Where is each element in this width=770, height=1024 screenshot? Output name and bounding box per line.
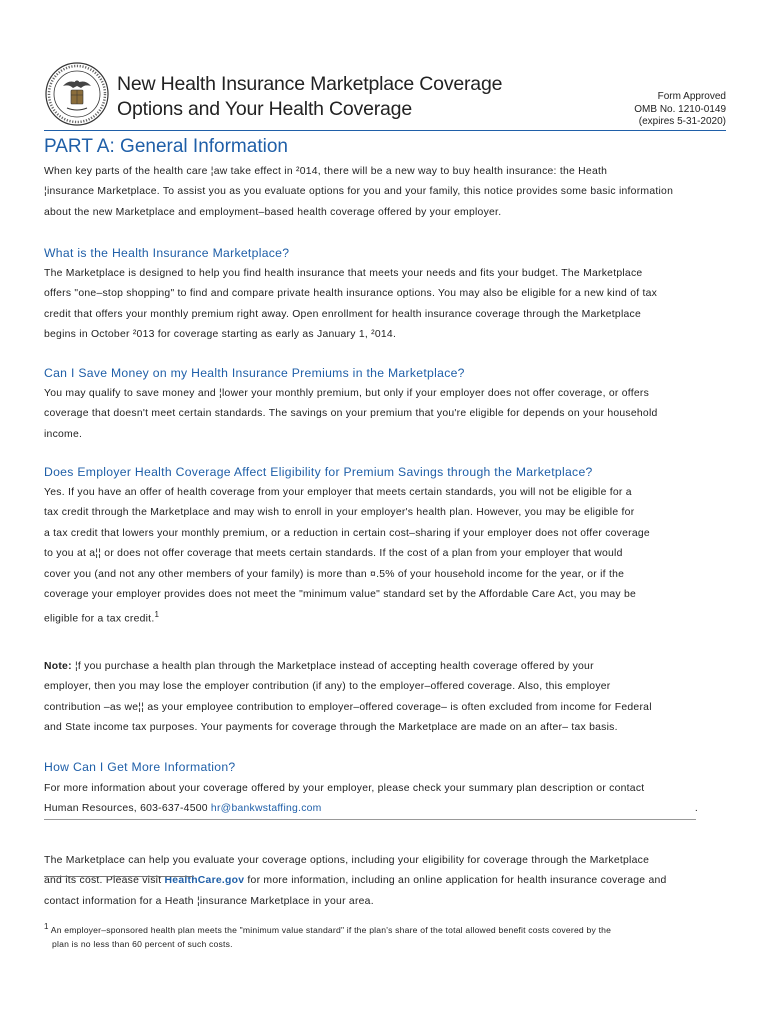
expiration-date: (expires 5-31-2020) — [638, 116, 726, 127]
text-line: coverage your employer provides does not meet the "minimum value" standard set by the Affordable Care Act, you may be — [44, 589, 637, 601]
what-is-paragraph — [44, 264, 734, 346]
text-fragment: ¦f you purchase a health plan through the Marketplace instead of accepting health coverage offered by your — [71, 661, 594, 672]
closing-paragraph — [44, 851, 734, 912]
footnote-reference[interactable]: 1 — [154, 610, 160, 620]
text-line: contact information for a Heath ¦insurance Marketplace in your area. — [44, 895, 374, 907]
footnote-marker: 1 — [44, 922, 49, 931]
text-line — [44, 657, 734, 677]
section-heading-what-is: What is the Health Insurance Marketplace? — [44, 246, 290, 260]
title-line-1: New Health Insurance Marketplace Coverage — [117, 73, 503, 95]
footnote-text: An employer–sponsored health plan meets the "minimum value standard" if the plan's share of the total allowed benefit costs covered by the — [48, 924, 612, 935]
text-fragment: for more information, including an online application for health insurance coverage and — [244, 875, 667, 887]
contact-email-link[interactable]: hr@bankwstaffing.com — [210, 803, 322, 814]
footnote-line-2: plan is no less than 60 percent of such costs. — [52, 938, 233, 949]
text-line: ¦insurance Marketplace. To assist you as you evaluate options for you and your family, this notice provides some basic information — [44, 186, 674, 198]
form-approval-block — [634, 91, 726, 129]
text-line: a tax credit that lowers your monthly premium, or a reduction in certain cost–sharing if your employer does not offer coverage — [44, 527, 650, 539]
header-divider — [44, 130, 726, 131]
text-line: income. — [44, 428, 83, 440]
save-money-paragraph — [44, 384, 734, 445]
text-fragment: and its cost. Please visit — [44, 875, 165, 887]
text-line — [44, 871, 734, 891]
footnote-divider — [44, 876, 194, 877]
text-line: credit that offers your monthly premium right away. Open enrollment for health insurance coverage through the Marketplace — [44, 308, 642, 320]
text-line: begins in October ²013 for coverage starting as early as January 1, ²014. — [44, 329, 397, 341]
text-line: tax credit through the Marketplace and may wish to enroll in your employer's health plan. However, you may be eligible for — [44, 507, 635, 519]
footnote — [44, 917, 734, 954]
dol-seal-icon — [45, 62, 109, 126]
text-line: The Marketplace can help you evaluate your coverage options, including your eligibility for coverage through the Marketplace — [44, 855, 650, 866]
section-heading-more-info: How Can I Get More Information? — [44, 760, 236, 774]
note-label: Note: — [44, 661, 72, 672]
text-line: When key parts of the health care ¦aw take effect in ²014, there will be a new way to buy health insurance: the Heath — [44, 166, 608, 177]
intro-paragraph — [44, 162, 734, 223]
contact-text: Human Resources, 603-637-4500 — [44, 803, 211, 814]
text-line: cover you (and not any other members of your family) is more than ¤.5% of your household income for the year, or if the — [44, 568, 625, 580]
text-line: Yes. If you have an offer of health coverage from your employer that meets certain standards, you will not be eligible for a — [44, 487, 632, 498]
text-line: offers "one–stop shopping" to find and compare private health insurance options. You may also be eligible for a new kind of tax — [44, 288, 658, 300]
text-line: coverage that doesn't meet certain standards. The savings on your premium that you're eligible for depends on your household — [44, 408, 658, 420]
text-line: about the new Marketplace and employment–based health coverage offered by your employer. — [44, 206, 502, 218]
contact-field — [44, 803, 696, 820]
section-heading-save-money: Can I Save Money on my Health Insurance Premiums in the Marketplace? — [44, 366, 465, 380]
document-title — [117, 72, 587, 122]
text-line: For more information about your coverage offered by your employer, please check your summary plan description or contact — [44, 783, 645, 794]
contact-suffix: . — [694, 803, 698, 814]
form-approved-label: Form Approved — [657, 91, 726, 102]
healthcare-gov-link[interactable]: HealthCare.gov — [164, 875, 245, 887]
employer-coverage-paragraph — [44, 483, 734, 630]
note-paragraph — [44, 657, 734, 739]
text-fragment: eligible for a tax credit. — [44, 613, 155, 625]
text-line: and State income tax purposes. Your payments for coverage through the Marketplace are made on an after– tax basis. — [44, 722, 618, 734]
text-line — [44, 605, 734, 630]
more-info-paragraph — [44, 779, 734, 799]
title-line-2: Options and Your Health Coverage — [117, 98, 412, 120]
text-line: contribution –as we¦¦ as your employee contribution to employer–offered coverage– is often excluded from income for Federal — [44, 701, 652, 713]
part-a-heading: PART A: General Information — [44, 136, 288, 157]
text-line: You may qualify to save money and ¦lower your monthly premium, but only if your employer does not offer coverage, or offers — [44, 388, 650, 399]
section-heading-employer-coverage: Does Employer Health Coverage Affect Eligibility for Premium Savings through the Marketplace? — [44, 465, 593, 479]
text-line: to you at a¦¦ or does not offer coverage that meets certain standards. If the cost of a plan from your employer that would — [44, 548, 623, 560]
text-line: The Marketplace is designed to help you find health insurance that meets your needs and fits your budget. The Marketplace — [44, 268, 643, 279]
omb-number: OMB No. 1210-0149 — [634, 103, 726, 115]
text-line: employer, then you may lose the employer contribution (if any) to the employer–offered coverage. Also, this employer — [44, 681, 611, 693]
